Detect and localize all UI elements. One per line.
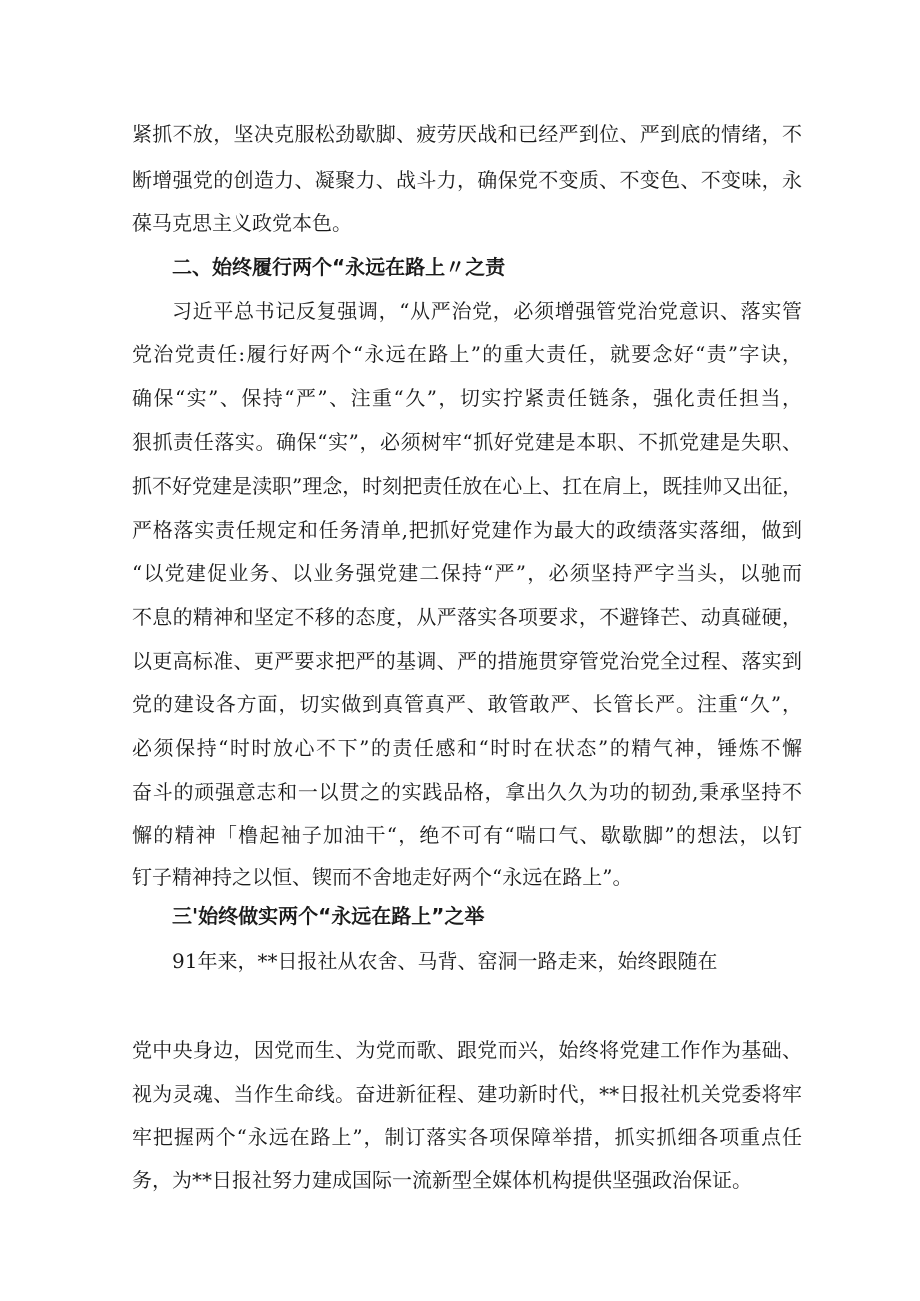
text-line: 必须保持“时时放心不下”的责任感和“时时在状态”的精气神，锤炼不懈 [132,736,802,760]
text-line: 党的建设各方面，切实做到真管真严、敢管敢严、长管长严。注重“久”， [132,692,802,716]
text-line: 奋斗的顽强意志和一以贯之的实践品格，拿出久久为功的韧劲,秉承坚持不 [132,780,802,804]
text-line: 严格落实责任规定和任务清单,把抓好党建作为最大的政绩落实落细，做到 [132,518,802,542]
text-line: 务，为**日报社努力建成国际一流新型全媒体机构提供坚强政治保证。 [132,1168,752,1192]
text-line: 断增强党的创造力、凝聚力、战斗力，确保党不变质、不变色、不变味，永 [132,168,802,192]
text-line: 视为灵魂、当作生命线。奋进新征程、建功新时代，**日报社机关党委将牢 [132,1082,802,1106]
text-line: “以党建促业务、以业务强党建二保持“严”，必须坚持严字当头，以驰而 [132,561,802,585]
text-line: 懈的精神「橹起袖子加油干“，绝不可有“喘口气、歇歇脚”的想法，以钉 [132,823,802,847]
text-line: 钉子精神持之以恒、锲而不舍地走好两个“永远在路上”。 [132,865,633,889]
text-line: 党治党责任:履行好两个“永远在路上”的重大责任，就要念好“责”字诀， [132,342,802,366]
text-line: 紧抓不放，坚决克服松劲歇脚、疲劳厌战和已经严到位、严到底的情绪，不 [132,122,802,146]
text-line: 以更高标准、更严要求把严的基调、严的措施贯穿管党治党全过程、落实到 [132,649,802,673]
text-line: 确保“实”、保持“严”、注重“久”，切实拧紧责任链条，强化责任担当， [132,386,802,410]
paragraph-section3-opening: 91年来，**日报社从农舍、马背、窑洞一路走来，始终跟随在 [172,949,718,973]
section-heading-3: 三'始终做实两个“永远在路上”之举 [172,904,485,928]
section-heading-2: 二、始终履行两个“永远在路上〃之责 [172,255,506,279]
text-line: 抓不好党建是渎职”理念，时刻把责任放在心上、扛在肩上，既挂帅又出征， [132,474,802,498]
text-line: 党中央身边，因党而生、为党而歌、跟党而兴，始终将党建工作作为基础、 [132,1038,802,1062]
text-line: 不息的精神和坚定不移的态度，从严落实各项要求，不避锋芒、动真碰硬， [132,605,802,629]
text-line: 习近平总书记反复强调，“从严治党，必须增强管党治党意识、落实管 [172,299,802,323]
text-line: 狠抓责任落实。确保“实”，必须树牢“抓好党建是本职、不抓党建是失职、 [132,430,802,454]
text-line: 葆马克思主义政党本色。 [132,211,352,235]
text-line: 牢把握两个“永远在路上”，制订落实各项保障举措，抓实抓细各项重点任 [132,1125,802,1149]
